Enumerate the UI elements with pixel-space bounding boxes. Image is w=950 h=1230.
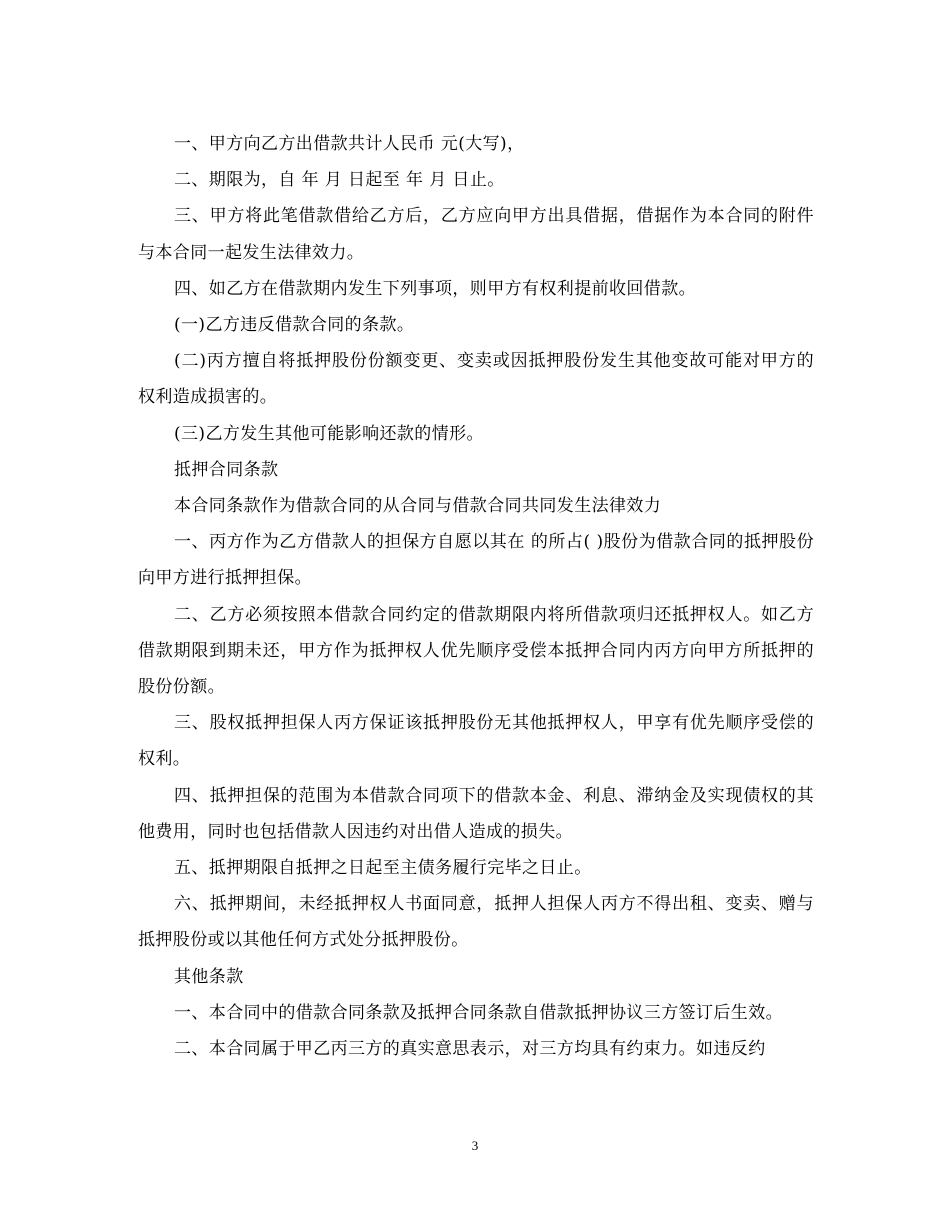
paragraph-early-recall: 四、如乙方在借款期内发生下列事项，则甲方有权利提前收回借款。 [174,278,696,299]
paragraph-mortgage-2: 二、乙方必须按照本借款合同约定的借款期限内将所借款项归还抵押权人。如乙方借款期限到期未还，甲方作为抵押权人优先顺序受偿本抵押合同内丙方向甲方所抵押的股份份额。 [138,604,814,698]
paragraph-other-2: 二、本合同属于甲乙丙三方的真实意思表示，对三方均具有约束力。如违反约 [174,1039,766,1060]
paragraph-mortgage-5: 五、抵押期限自抵押之日起至主债务履行完毕之日止。 [174,858,592,879]
paragraph-mortgage-3: 三、股权抵押担保人丙方保证该抵押股份无其他抵押权人，甲享有优先顺序受偿的权利。 [138,713,814,770]
section-heading-other-terms: 其他条款 [174,966,244,987]
paragraph-other-1: 一、本合同中的借款合同条款及抵押合同条款自借款抵押协议三方签订后生效。 [174,1002,783,1023]
paragraph-recall-item-2: (二)丙方擅自将抵押股份份额变更、变卖或因抵押股份发生其他变故可能对甲方的权利造成损害的。 [138,351,814,408]
section-heading-mortgage-terms: 抵押合同条款 [174,459,279,480]
paragraph-mortgage-1: 一、丙方作为乙方借款人的担保方自愿以其在 的所占( )股份为借款合同的抵押股份向甲方进行抵押担保。 [138,532,814,589]
paragraph-mortgage-6: 六、抵押期间，未经抵押权人书面同意，抵押人担保人丙方不得出租、变卖、赠与抵押股份或以其他任何方式处分抵押股份。 [138,894,814,951]
paragraph-loan-term: 二、期限为，自 年 月 日起至 年 月 日止。 [174,170,505,191]
paragraph-mortgage-4: 四、抵押担保的范围为本借款合同项下的借款本金、利息、滞纳金及实现债权的其他费用，同时也包括借款人因违约对出借人造成的损失。 [138,785,814,842]
paragraph-loan-amount: 一、甲方向乙方出借款共计人民币 元(大写)， [174,134,525,154]
document-body [138,126,814,1067]
paragraph-recall-item-3: (三)乙方发生其他可能影响还款的情形。 [174,423,484,444]
paragraph-mortgage-intro: 本合同条款作为借款合同的从合同与借款合同共同发生法律效力 [174,496,662,517]
paragraph-iou: 三、甲方将此笔借款借给乙方后，乙方应向甲方出具借据，借据作为本合同的附件与本合同一起发生法律效力。 [138,206,814,263]
paragraph-recall-item-1: (一)乙方违反借款合同的条款。 [174,315,415,336]
page-number: 3 [471,1138,479,1153]
